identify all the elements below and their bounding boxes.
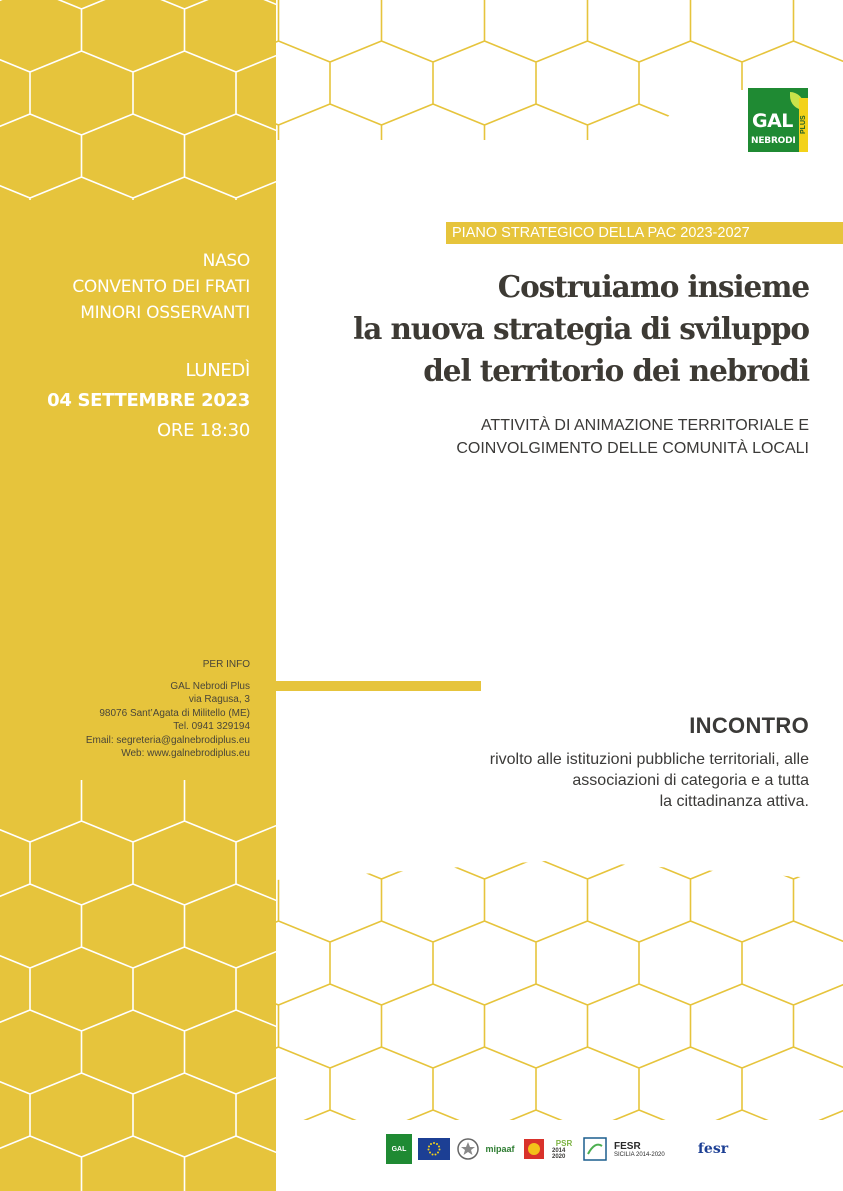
mipaaf-text: mipaaf — [485, 1144, 515, 1154]
venue-line: CONVENTO DEI FRATI — [72, 277, 250, 297]
mipaaf-logo — [484, 1134, 516, 1164]
gal-small-text: GAL — [391, 1145, 407, 1153]
star-emblem-icon — [457, 1136, 479, 1162]
subtitle-line: ATTIVITÀ DI ANIMAZIONE TERRITORIALE E — [480, 417, 809, 434]
contact-line: GAL Nebrodi Plus — [170, 680, 250, 692]
contact-heading: PER INFO — [202, 659, 250, 670]
contact-web[interactable]: Web: www.galnebrodiplus.eu — [121, 748, 250, 759]
incontro-description — [490, 749, 809, 812]
leader-logo — [582, 1134, 608, 1164]
page-title — [353, 266, 809, 392]
description-line: associazioni di categoria e a tutta — [572, 772, 809, 789]
title-line: Costruiamo insieme — [497, 269, 809, 304]
logo-gal-text: GAL — [752, 110, 793, 132]
eu-flag-logo — [418, 1138, 450, 1160]
contact-line: via Ragusa, 3 — [188, 694, 250, 705]
psr-text: PSR — [555, 1138, 573, 1148]
fesr-small-logo — [686, 1134, 740, 1164]
sicily-region-logo — [522, 1134, 546, 1164]
gal-nebrodi-logo — [748, 88, 808, 152]
psr-logo — [552, 1134, 576, 1164]
event-date-value: 04 SETTEMBRE 2023 — [47, 390, 250, 411]
fesr-text: FESR — [614, 1140, 641, 1152]
contact-info — [86, 658, 250, 761]
italy-emblem-logo — [456, 1134, 480, 1164]
gal-small-logo — [386, 1134, 412, 1164]
eu-stars-icon — [424, 1141, 444, 1157]
venue-line: MINORI OSSERVANTI — [80, 303, 250, 323]
logo-nebrodi-text: NEBRODI — [751, 136, 796, 146]
event-time: ORE 18:30 — [157, 420, 250, 441]
logo-plus-text: PLUS — [799, 98, 808, 152]
description-line: la cittadinanza attiva. — [659, 793, 809, 810]
event-date — [47, 356, 250, 446]
program-band: PIANO STRATEGICO DELLA PAC 2023-2027 — [446, 222, 843, 244]
contact-line: 98076 Sant’Agata di Militello (ME) — [99, 707, 250, 719]
leader-icon — [583, 1137, 607, 1161]
fesr-small-text: fesr — [697, 1141, 729, 1157]
trinacria-icon — [523, 1138, 545, 1160]
contact-line: Tel. 0941 329194 — [173, 721, 250, 732]
fesr-period: SICILIA 2014-2020 — [614, 1151, 665, 1158]
contact-email[interactable]: Email: segreteria@galnebrodiplus.eu — [85, 734, 250, 746]
sponsor-logos — [386, 1134, 746, 1166]
title-line: la nuova strategia di sviluppo — [353, 311, 809, 346]
subtitle — [456, 414, 809, 460]
venue-line: NASO — [202, 251, 250, 271]
event-day: LUNEDÌ — [185, 360, 250, 381]
subtitle-line: COINVOLGIMENTO DELLE COMUNITÀ LOCALI — [456, 440, 809, 457]
venue — [72, 248, 250, 326]
description-line: rivolto alle istituzioni pubbliche territoriali, alle — [489, 751, 809, 768]
psr-period: 2014 2020 — [552, 1147, 566, 1160]
divider — [276, 681, 481, 691]
po-fesr-logo — [614, 1134, 680, 1164]
title-line: del territorio dei nebrodi — [423, 353, 809, 388]
incontro-heading: INCONTRO — [689, 713, 809, 738]
